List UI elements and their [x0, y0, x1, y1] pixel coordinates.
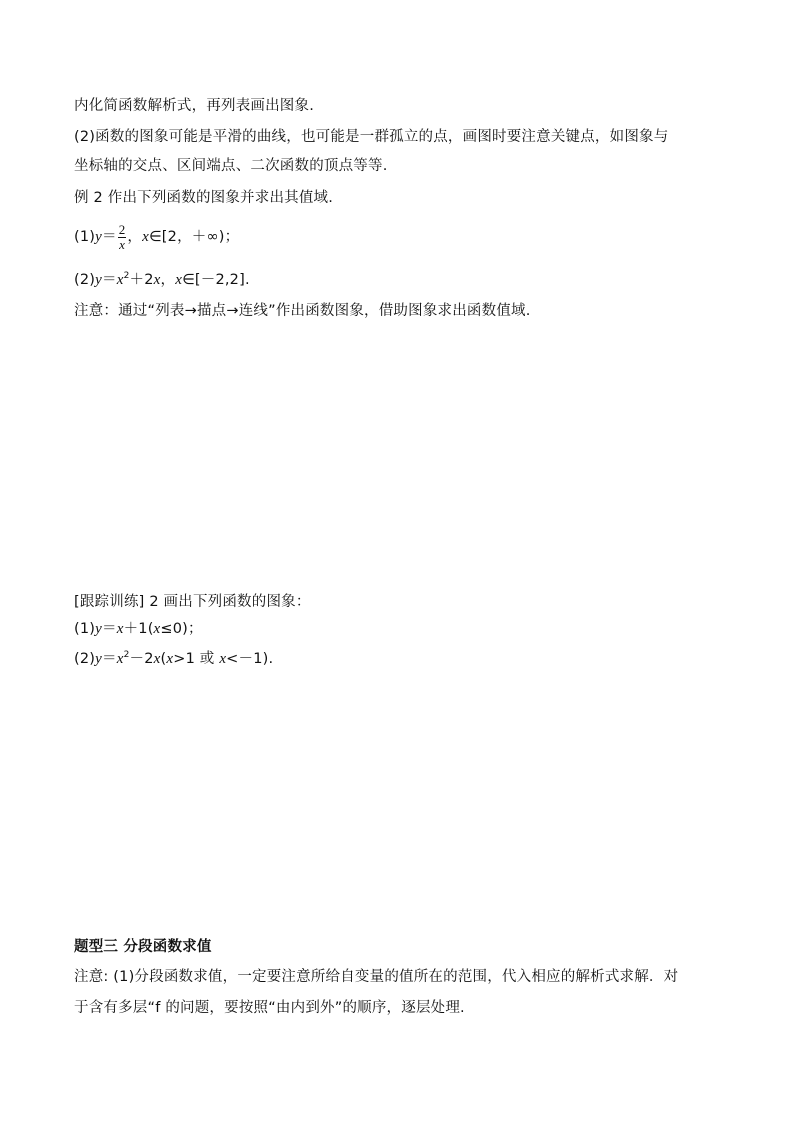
example2-item2-exp: 2 [123, 271, 130, 281]
para2-line1: (2)函数的图象可能是平滑的曲线，也可能是一群孤立的点，画图时要注意关键点，如图象与 [74, 129, 669, 145]
example2-item1-x: x [142, 229, 149, 245]
training2-item1-mid: ＋1( [123, 621, 154, 637]
training2-item2-exp: 2 [123, 650, 130, 660]
training2-item1-y: y [95, 621, 102, 637]
example2-item2-x1: x [116, 272, 124, 288]
training2-item1-x1: x [116, 621, 124, 637]
example2-note: 注意：通过“列表→描点→连线”作出函数图象，借助图象求出函数值域. [74, 303, 531, 319]
example2-item2-x2: x [153, 272, 161, 288]
training2-item2-x3: x [166, 651, 174, 667]
example2-item2-prefix: (2) [74, 272, 96, 288]
example2-item1-fraction [118, 223, 127, 252]
training2-item2-cond2: <－1). [226, 651, 274, 667]
example2-item2-y: y [95, 272, 102, 288]
training2-item1 [74, 619, 203, 639]
example2-item1-domain: ∈[2，＋∞)； [148, 229, 240, 245]
training2-title: [跟踪训练] 2 画出下列函数的图象： [74, 594, 311, 610]
example2-item2-domain: ∈[－2,2]. [182, 272, 250, 288]
fraction-numerator: 2 [118, 221, 126, 237]
training2-item1-cond: ≤0)； [160, 621, 203, 637]
example2-title: 例 2 作出下列函数的图象并求出其值域. [74, 190, 334, 206]
training2-item2 [74, 649, 273, 669]
example2-item2-x3: x [175, 272, 183, 288]
example2-item1 [74, 222, 239, 252]
fraction-denominator: x [119, 236, 126, 252]
example2-item2 [74, 270, 250, 290]
type3-heading: 题型三 分段函数求值 [74, 939, 212, 955]
para2-line2: 坐标轴的交点、区间端点、二次函数的顶点等等. [74, 158, 388, 174]
training2-item1-prefix: (1) [74, 621, 96, 637]
training2-item1-x2: x [153, 621, 161, 637]
type3-line2: 于含有多层“f 的问题，要按照“由内到外”的顺序，逐层处理. [74, 1000, 465, 1016]
training2-item2-eq: ＝ [102, 651, 117, 667]
example2-item1-sep: ， [127, 229, 143, 245]
example2-item2-eq: ＝ [102, 272, 117, 288]
training2-item2-x2: x [153, 651, 161, 667]
example2-item1-prefix: (1) [74, 229, 96, 245]
training2-item2-x1: x [116, 651, 124, 667]
example2-item1-eq: ＝ [102, 229, 117, 245]
training2-item2-cond1: >1 或 [173, 651, 220, 667]
training2-item2-x4: x [219, 651, 227, 667]
training2-item2-mid: －2 [129, 651, 154, 667]
example2-item2-mid: ＋2 [129, 272, 154, 288]
training2-item2-prefix: (2) [74, 651, 96, 667]
type3-line1: 注意: (1)分段函数求值，一定要注意所给自变量的值所在的范围，代入相应的解析式求解．对 [74, 969, 679, 985]
example2-item2-sep: ， [160, 272, 176, 288]
training2-item1-eq: ＝ [102, 621, 117, 637]
training2-item2-paren: ( [160, 651, 167, 667]
training2-item2-y: y [95, 651, 102, 667]
para1-line1: 内化简函数解析式，再列表画出图象. [74, 98, 315, 114]
example2-item1-y: y [95, 229, 102, 245]
